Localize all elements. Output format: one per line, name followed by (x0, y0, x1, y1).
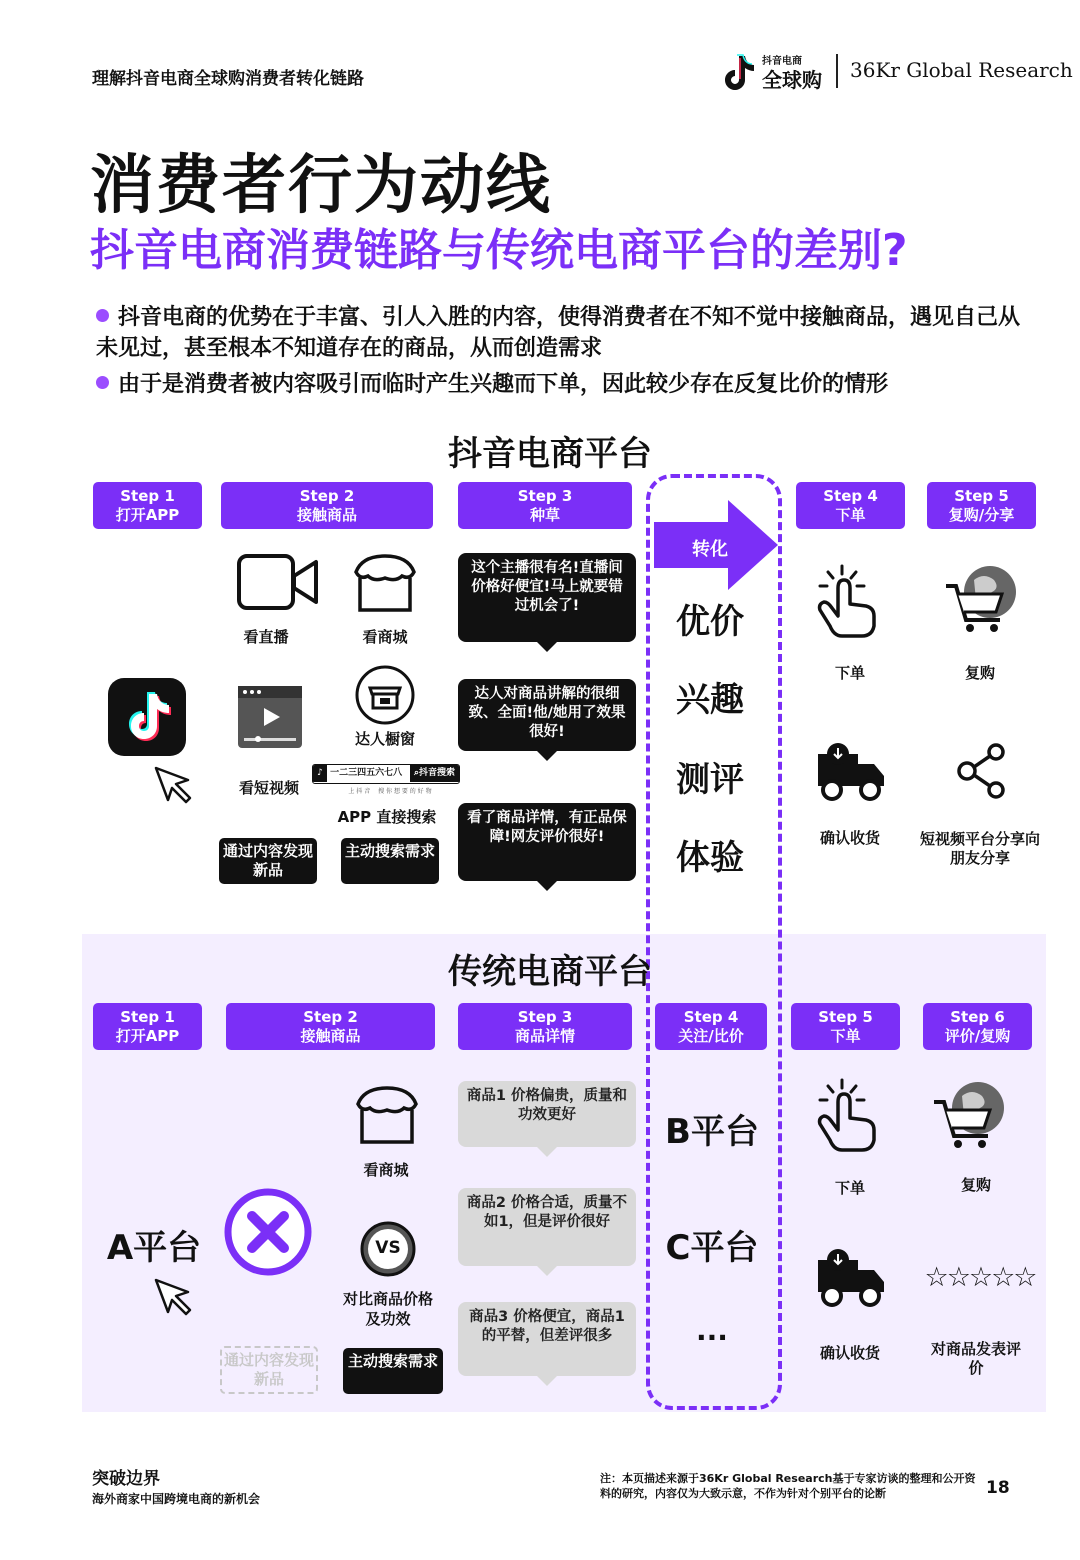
bullet-dot-icon (96, 376, 109, 389)
label-trad-mall: 看商城 (363, 1161, 409, 1179)
product-bubble-1: 商品1 价格偏贵，质量和功效更好 (458, 1081, 636, 1147)
label-trad-order: 下单 (834, 1179, 865, 1197)
delivery-truck-icon (816, 1246, 886, 1312)
global-cart-icon (932, 1078, 1008, 1154)
bullet-list (96, 302, 1026, 405)
convert-word-experience: 体验 (676, 838, 744, 878)
comment-bubble-3: 看了商品详情，有正品保障!网友评价很好! (458, 803, 636, 881)
comment-bubble-2: 达人对商品讲解的很细致、全面!他/她用了效果很好! (458, 679, 636, 751)
discover-button-disabled: 通过内容发现新品 (220, 1346, 318, 1394)
label-short-video: 看短视频 (238, 779, 299, 797)
traditional-section-title: 传统电商平台 (448, 952, 652, 992)
label-order: 下单 (834, 664, 865, 682)
search-demand-button[interactable]: 主动搜索需求 (341, 838, 439, 884)
douyin-step-1: Step 1 打开APP (93, 482, 202, 529)
close-x-icon (224, 1188, 312, 1276)
trad-step-5: Step 5 下单 (791, 1003, 900, 1050)
label-compare: 对比商品价格及功效 (342, 1290, 433, 1328)
label-receive: 确认收货 (819, 829, 880, 847)
delivery-truck-icon (816, 740, 886, 806)
video-camera-icon (236, 552, 320, 612)
label-review: 对商品发表评价 (930, 1340, 1021, 1377)
page-title: 消费者行为动线 (90, 149, 552, 223)
trad-search-demand-button[interactable]: 主动搜索需求 (343, 1348, 443, 1394)
platform-more-label: ... (696, 1314, 728, 1347)
convert-word-price: 优价 (676, 602, 744, 642)
showcase-shop-icon (354, 664, 416, 726)
partner-logo: 36Kr Global Research (850, 58, 1073, 82)
convert-word-review: 测评 (676, 760, 744, 800)
trad-step-1: Step 1 打开APP (93, 1003, 202, 1050)
label-live: 看直播 (243, 628, 289, 646)
label-app-search: APP 直接搜索 (337, 808, 437, 826)
cursor-arrow-icon (152, 1276, 196, 1320)
convert-word-interest: 兴趣 (676, 680, 744, 720)
product-bubble-2: 商品2 价格合适，质量不如1，但是评价很好 (458, 1188, 636, 1266)
douyin-step-2: Step 2 接触商品 (221, 482, 433, 529)
search-bar-sub: 上 抖 音 搜 你 想 要 的 好 物 (348, 788, 432, 795)
douyin-section-title: 抖音电商平台 (448, 434, 652, 474)
tap-hand-icon (812, 560, 882, 640)
product-bubble-3: 商品3 价格便宜，商品1的平替，但差评很多 (458, 1302, 636, 1376)
comment-bubble-1: 这个主播很有名!直播间价格好便宜!马上就要错过机会了! (458, 553, 636, 642)
search-bar-logo-icon: ♪ (313, 765, 327, 782)
douyin-step-3: Step 3 种草 (458, 482, 632, 529)
label-showcase: 达人橱窗 (354, 730, 415, 748)
label-mall: 看商城 (362, 628, 408, 646)
store-icon (350, 550, 420, 616)
page-subtitle: 抖音电商消费链路与传统电商平台的差别? (90, 225, 908, 276)
discover-button[interactable]: 通过内容发现新品 (219, 838, 317, 884)
footer-note: 注：本页描述来源于36Kr Global Research基于专家访谈的整理和公开资料的研究，内容仅为大致示意，不作为针对个别平台的论断 (600, 1472, 976, 1500)
douyin-step-4: Step 4 下单 (796, 482, 905, 529)
trad-step-3: Step 3 商品详情 (458, 1003, 632, 1050)
cursor-arrow-icon (152, 764, 196, 808)
trad-step-6: Step 6 评价/复购 (923, 1003, 1032, 1050)
bullet-item: 抖音电商的优势在于丰富、引人入胜的内容，使得消费者在不知不觉中接触商品，遇见自己从未见过，甚至根本不知道存在的商品，从而创造需求 (96, 305, 1021, 361)
share-icon (956, 742, 1008, 800)
label-trad-repurchase: 复购 (960, 1176, 991, 1194)
search-button[interactable]: ⌕抖音搜索 (410, 765, 459, 782)
logo-small-text: 抖音电商 (762, 56, 802, 67)
trad-step-2: Step 2 接触商品 (226, 1003, 435, 1050)
logo-main-text: 全球购 (762, 68, 822, 92)
trad-step-4: Step 4 关注/比价 (655, 1003, 767, 1050)
tap-hand-icon (812, 1074, 882, 1154)
bullet-item: 由于是消费者被内容吸引而临时产生兴趣而下单，因此较少存在反复比价的情形 (96, 369, 1026, 400)
global-cart-icon (944, 562, 1020, 638)
label-trad-receive: 确认收货 (819, 1344, 880, 1362)
bullet-dot-icon (96, 309, 109, 322)
vs-text: VS (375, 1238, 401, 1258)
tiktok-logo-icon (718, 52, 758, 92)
store-icon (352, 1082, 422, 1148)
page-number: 18 (986, 1478, 1010, 1498)
label-repurchase: 复购 (964, 664, 995, 682)
douyin-search-bar[interactable]: ♪ 一二三四五六七八 ⌕抖音搜索 (312, 764, 460, 784)
footer-title: 突破边界 (92, 1469, 160, 1489)
rating-stars-icon: ☆☆☆☆☆ (924, 1262, 1036, 1293)
report-title: 理解抖音电商全球购消费者转化链路 (92, 69, 364, 89)
platform-b-label: B平台 (665, 1112, 759, 1152)
logo-separator (836, 54, 838, 88)
label-share: 短视频平台分享向朋友分享 (920, 830, 1041, 867)
footer-subtitle: 海外商家中国跨境电商的新机会 (92, 1492, 261, 1506)
platform-c-label: C平台 (665, 1228, 759, 1268)
platform-a-label: A平台 (106, 1228, 202, 1268)
convert-label: 转化 (692, 539, 728, 560)
douyin-step-5: Step 5 复购/分享 (927, 482, 1036, 529)
tiktok-app-icon (108, 678, 186, 756)
short-video-player-icon (236, 684, 304, 750)
search-icon: ⌕ (413, 768, 419, 778)
